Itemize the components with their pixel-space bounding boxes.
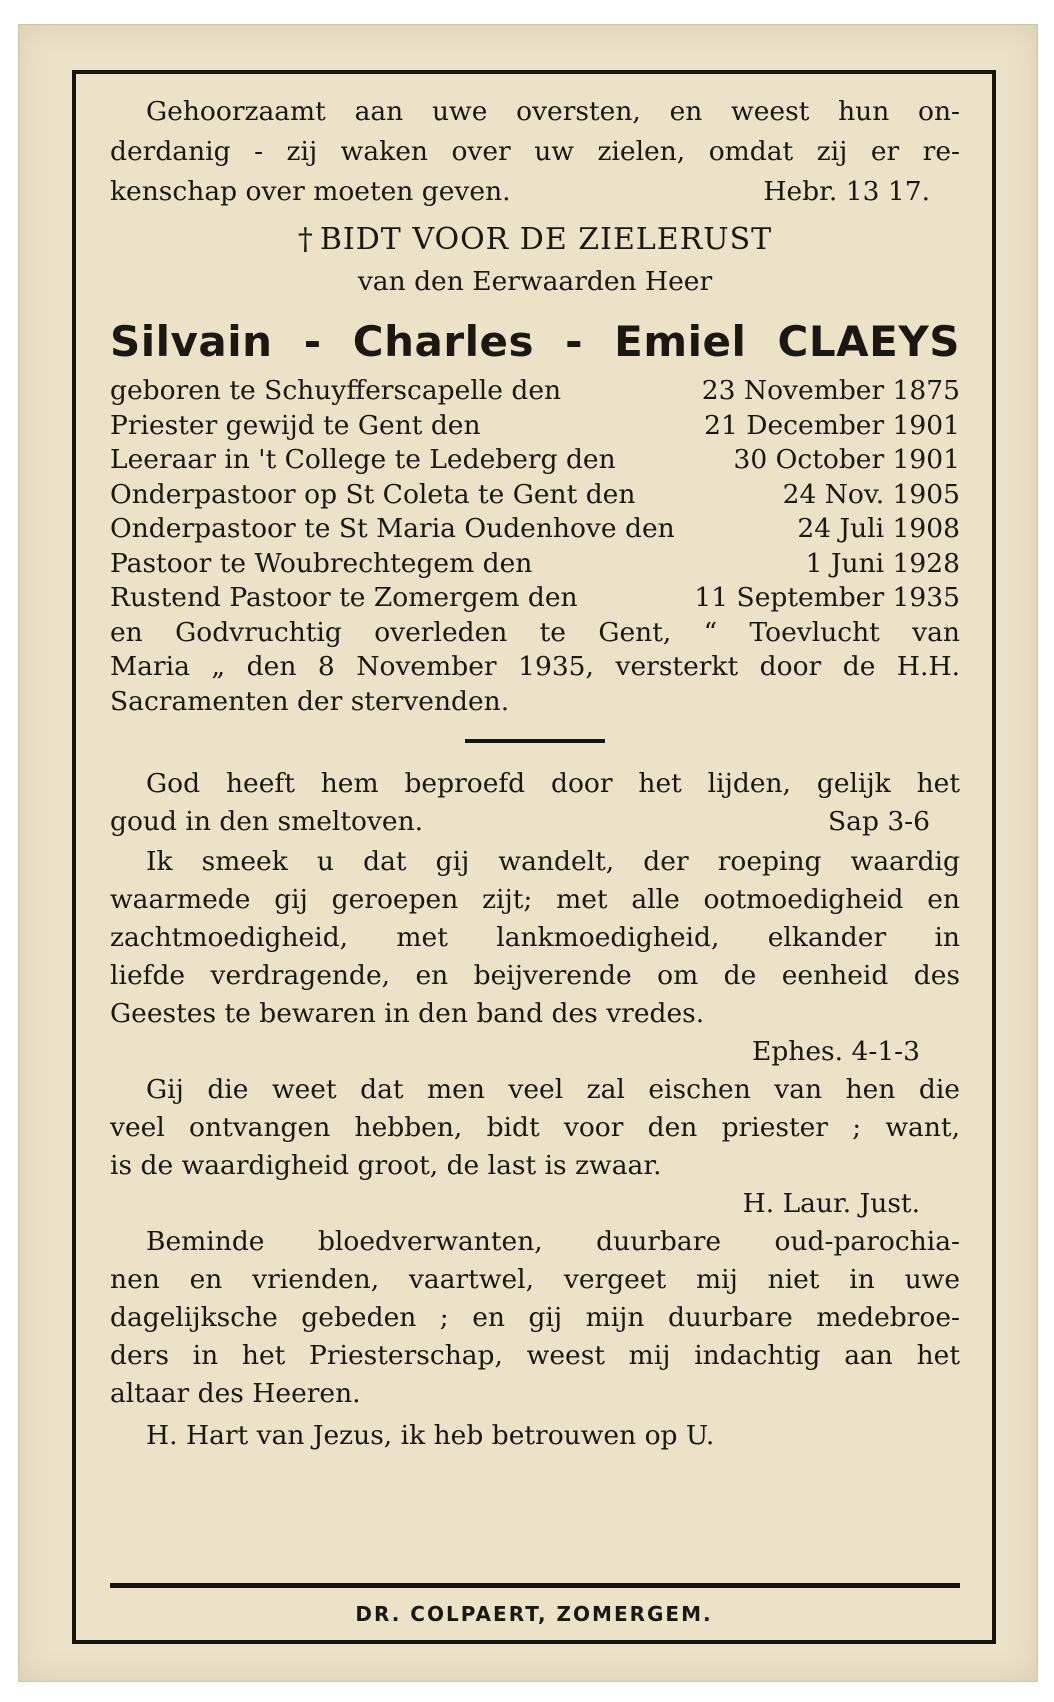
text-line: Geestes te bewaren in den band des vredes. [110, 998, 705, 1029]
printer-imprint: DR. COLPAERT, ZOMERGEM. [355, 1602, 713, 1626]
cross-icon: † [297, 222, 314, 257]
biography-date: 21 December 1901 [704, 409, 960, 441]
verse-laur-just [110, 1071, 960, 1223]
scripture-reference: Ephes. 4-1-3 [752, 1036, 920, 1067]
text-line: kenschap over moeten geven. [110, 176, 511, 207]
biography-date: 11 September 1935 [694, 582, 960, 613]
verse-sap [110, 765, 960, 841]
biography-row [110, 512, 960, 547]
quote-last-line [110, 172, 960, 212]
text-line: nen en vrienden, vaartwel, vergeet mij niet in uwe [110, 1264, 960, 1295]
text-line: ders in het Priesterschap, weest mij indachtig aan het [110, 1340, 960, 1371]
prayer-heading [110, 220, 960, 260]
deceased-name: Silvain - Charles - Emiel CLAEYS [110, 317, 960, 366]
text-line: derdanig - zij waken over uw zielen, omdat zij er re- [110, 136, 960, 167]
biography-event: Priester gewijd te Gent den [110, 409, 481, 441]
biography-row [110, 443, 960, 478]
verse-last-line [110, 803, 960, 841]
text-line: waarmede gij geroepen zijt; met alle ootmoedigheid en [110, 884, 960, 915]
biography-event: Onderpastoor te St Maria Oudenhove den [110, 513, 675, 544]
scripture-reference: Sap 3-6 [827, 806, 930, 837]
prayer-heading-text: BIDT VOOR DE ZIELERUST [319, 222, 773, 257]
biography-event: geboren te Schuyfferscapelle den [110, 375, 562, 406]
section-divider [465, 739, 605, 743]
card-content [110, 92, 960, 1455]
biography-date: 24 Juli 1908 [797, 513, 960, 544]
text-line: Gij die weet dat men veel zal eischen van hen die [146, 1074, 960, 1105]
biography-event: Rustend Pastoor te Zomergem den [110, 582, 578, 613]
text-line: Sacramenten der stervenden. [110, 685, 510, 717]
text-line: is de waardigheid groot, de last is zwaar. [110, 1150, 662, 1181]
biography-event: Pastoor te Woubrechtegem den [110, 547, 533, 579]
opening-quote [110, 92, 960, 212]
verse-ephes [110, 843, 960, 1071]
biography-date: 1 Juni 1928 [805, 547, 960, 579]
biography-row [110, 478, 960, 513]
text-line: Maria „ den 8 November 1935, versterkt door de H.H. [110, 651, 960, 682]
text-line: God heeft hem beproefd door het lijden, gelijk het [146, 768, 960, 799]
subheading: van den Eerwaarden Heer [357, 266, 713, 297]
biography-date: 24 Nov. 1905 [782, 478, 960, 510]
text-line: Gehoorzaamt aan uwe oversten, en weest hun on- [146, 96, 960, 127]
text-line: en Godvruchtig overleden te Gent, “ Toevlucht van [110, 616, 960, 648]
biography-row [110, 547, 960, 582]
biography-row [110, 374, 960, 409]
biography-row [110, 409, 960, 444]
text-line: goud in den smeltoven. [110, 806, 424, 837]
biography-date: 23 November 1875 [701, 375, 960, 406]
biography [110, 374, 960, 719]
text-line: dagelijksche gebeden ; en gij mijn duurbare medebroe- [110, 1302, 960, 1333]
scripture-reference: H. Laur. Just. [742, 1188, 920, 1219]
closing-prayer: H. Hart van Jezus, ik heb betrouwen op U. [146, 1420, 715, 1451]
scripture-reference: Hebr. 13 17. [763, 176, 930, 207]
farewell-paragraph [110, 1223, 960, 1413]
biography-row [110, 581, 960, 616]
text-line: Beminde bloedverwanten, duurbare oud-parochia- [146, 1226, 960, 1257]
text-line: zachtmoedigheid, met lankmoedigheid, elkander in [110, 922, 960, 953]
text-line: altaar des Heeren. [110, 1378, 361, 1409]
biography-event: Onderpastoor op St Coleta te Gent den [110, 478, 636, 510]
text-line: veel ontvangen hebben, bidt voor den priester ; want, [110, 1112, 960, 1143]
biography-date: 30 October 1901 [733, 444, 960, 475]
bottom-rule [110, 1583, 960, 1588]
text-line: liefde verdragende, en beijverende om de eenheid des [110, 960, 960, 991]
text-line: Ik smeek u dat gij wandelt, der roeping waardig [146, 846, 960, 877]
biography-event: Leeraar in 't College te Ledeberg den [110, 444, 616, 475]
